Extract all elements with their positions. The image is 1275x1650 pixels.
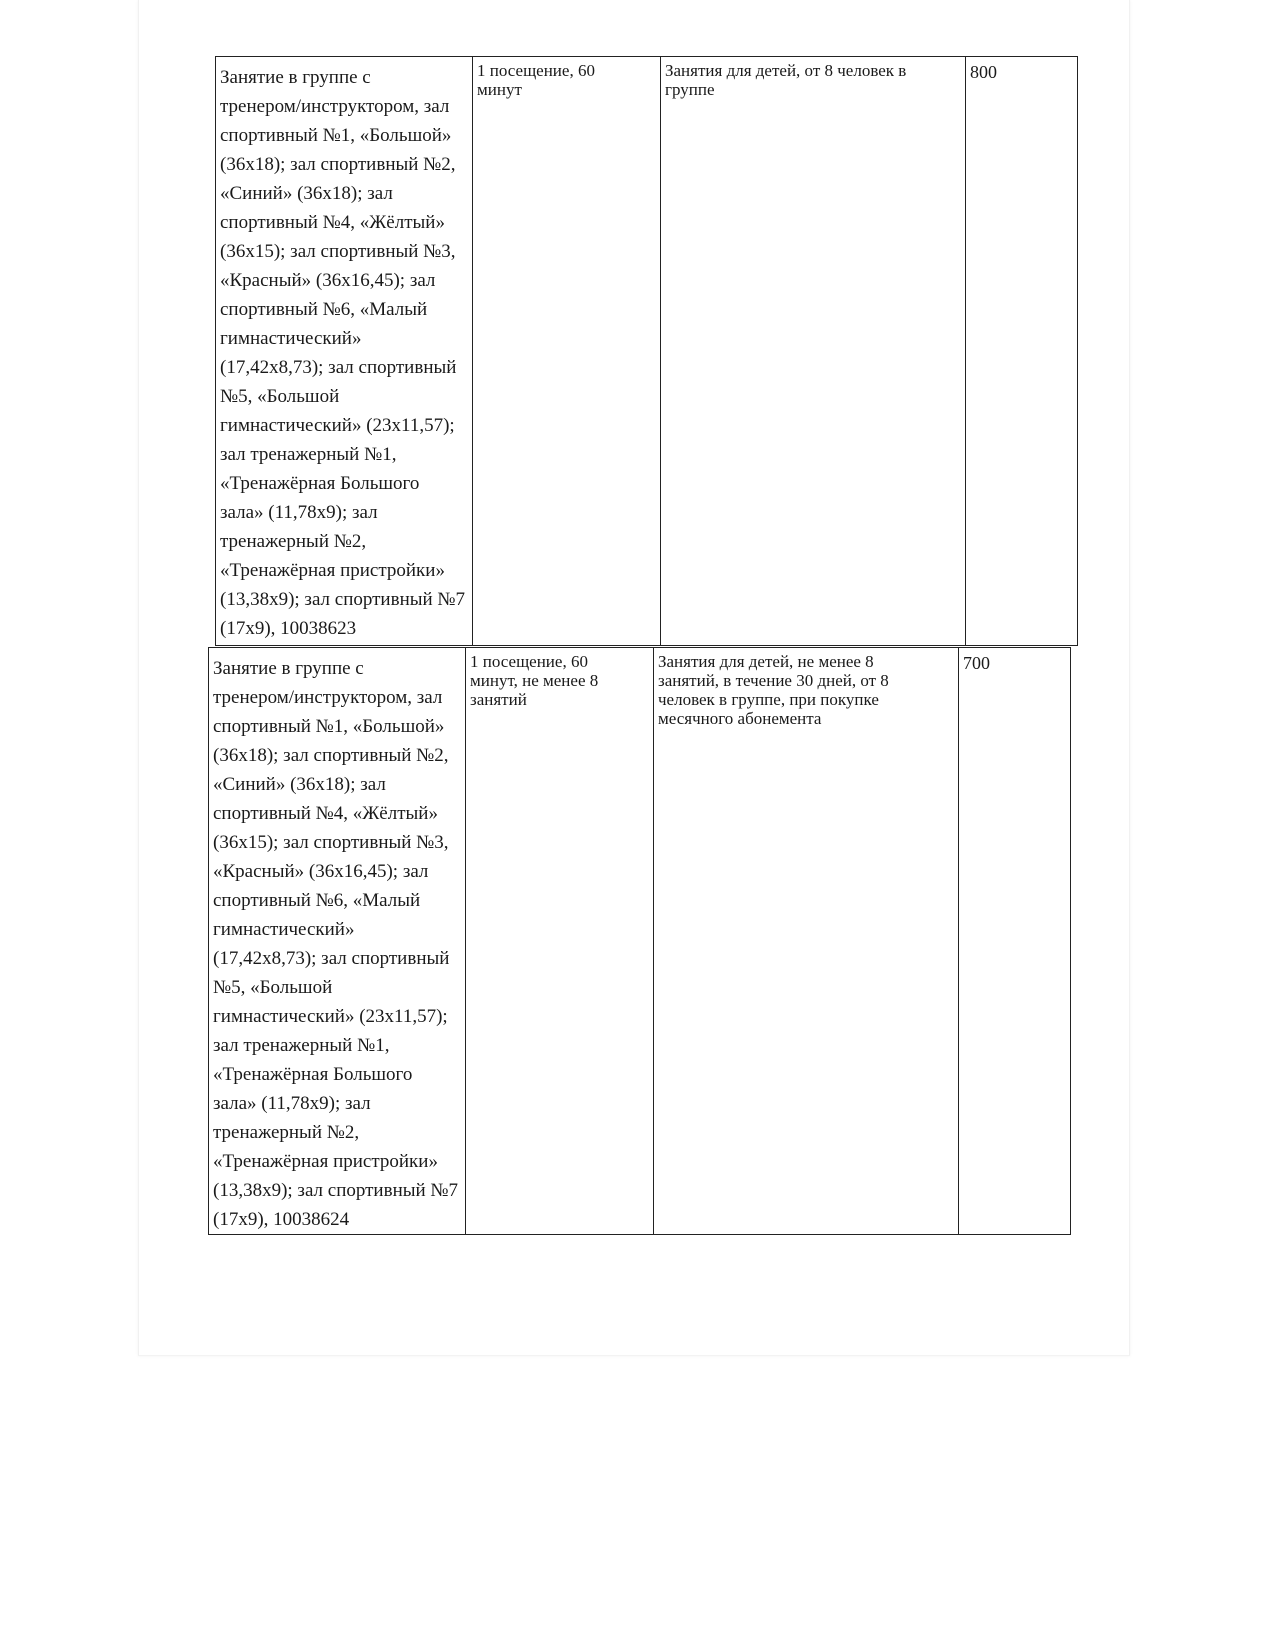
conditions-cell	[661, 57, 966, 646]
service-name: Занятие в группе с тренером/инструктором, зал спортивный №1, «Большой» (36х18); зал спортивный №2, «Синий» (36х18); зал спортивный №4, «Жёлтый» (36х15); зал спортивный №3, «Красный» (36х16,45); зал спортивный №6, «Малый гимнастический» (17,42х8,73); зал спортивный №5, «Большой гимнастический» (23х11,57); зал тренажерный №1, «Тренажёрная Большого зала» (11,78х9); зал тренажерный №2, «Тренажёрная пристройки» (13,38х9); зал спортивный №7 (17х9), 10038623	[220, 67, 466, 639]
price-cell	[959, 648, 1071, 1235]
service-name-cell	[216, 57, 473, 646]
price-table-row-1	[215, 56, 1078, 646]
service-name-cell	[209, 648, 466, 1235]
price-table-row-2	[208, 647, 1071, 1235]
table-row	[209, 648, 1071, 1235]
unit-cell	[466, 648, 654, 1235]
conditions-text: Занятия для детей, от 8 человек в группе	[665, 61, 907, 99]
price-value: 800	[970, 62, 997, 82]
price-cell	[966, 57, 1078, 646]
conditions-text: Занятия для детей, не менее 8 занятий, в течение 30 дней, от 8 человек в группе, при покупке месячного абонемента	[658, 652, 889, 728]
unit-text: 1 посещение, 60 минут	[477, 61, 595, 99]
unit-cell	[473, 57, 661, 646]
unit-text: 1 посещение, 60 минут, не менее 8 занятий	[470, 652, 599, 709]
table-row	[216, 57, 1078, 646]
price-value: 700	[963, 653, 990, 673]
conditions-cell	[654, 648, 959, 1235]
service-name: Занятие в группе с тренером/инструктором, зал спортивный №1, «Большой» (36х18); зал спортивный №2, «Синий» (36х18); зал спортивный №4, «Жёлтый» (36х15); зал спортивный №3, «Красный» (36х16,45); зал спортивный №6, «Малый гимнастический» (17,42х8,73); зал спортивный №5, «Большой гимнастический» (23х11,57); зал тренажерный №1, «Тренажёрная Большого зала» (11,78х9); зал тренажерный №2, «Тренажёрная пристройки» (13,38х9); зал спортивный №7 (17х9), 10038624	[213, 658, 459, 1230]
